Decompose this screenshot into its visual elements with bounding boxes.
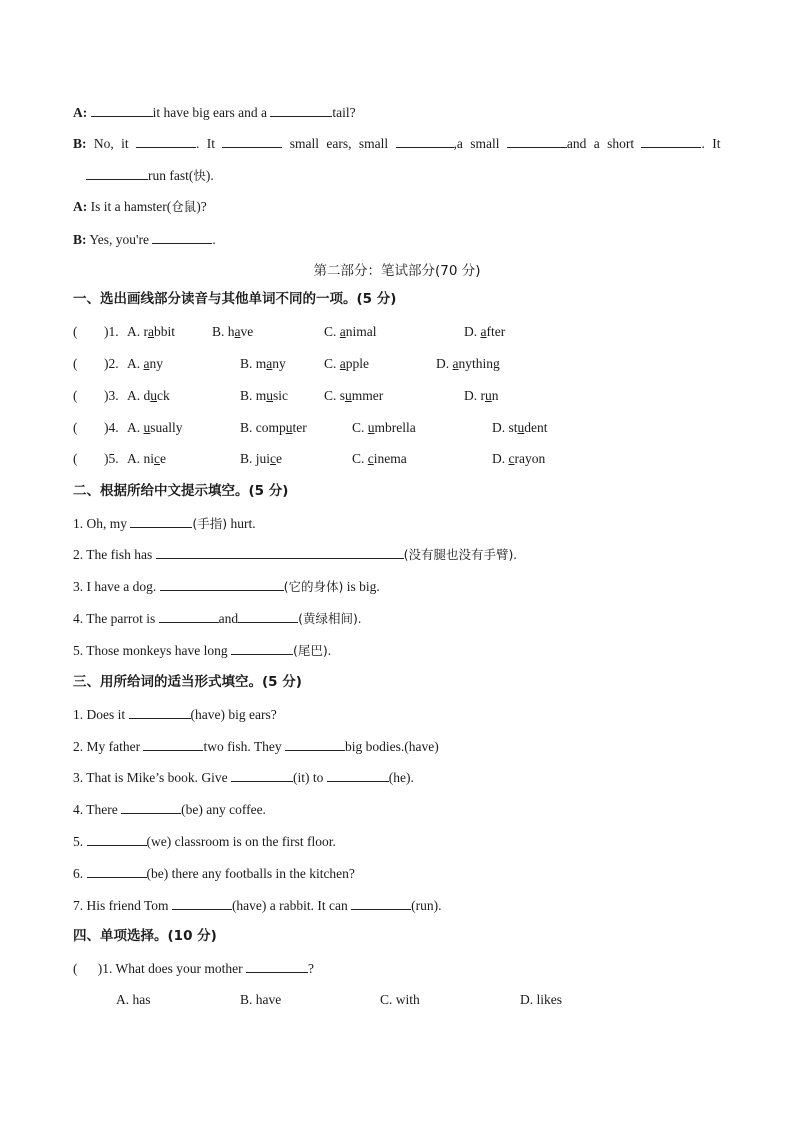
chinese-hint: (黄绿相间) <box>298 611 358 626</box>
text: 5. Those monkeys have long <box>73 643 228 658</box>
answer-blank[interactable] <box>231 768 293 782</box>
option-text: mbrella <box>374 420 416 435</box>
answer-blank[interactable] <box>172 896 232 910</box>
option-text: C. <box>352 451 368 466</box>
option-text: C. <box>324 324 340 339</box>
question-text: What does your mother <box>115 961 243 976</box>
answer-bracket[interactable]: ( <box>73 324 78 339</box>
option-text: nything <box>458 356 500 371</box>
answer-blank[interactable] <box>91 103 153 117</box>
dialogue-line-1 <box>73 103 356 122</box>
text: 2. My father <box>73 739 141 754</box>
option-text: A. <box>127 356 144 371</box>
question-number: )4. <box>104 420 119 435</box>
text: 4. There <box>73 802 118 817</box>
section-2-title: 二、根据所给中文提示填空。(5 分) <box>73 483 289 499</box>
underlined-letters: a <box>452 356 459 371</box>
section-3-item-7 <box>73 896 442 915</box>
dialogue-line-4 <box>73 198 207 216</box>
section-3-item-3 <box>73 768 414 787</box>
option-text: ter <box>292 420 307 435</box>
option-text: ny <box>272 356 286 371</box>
text: Is it a hamster( <box>90 199 172 214</box>
section-1-title: 一、选出画线部分读音与其他单词不同的一项。(5 分) <box>73 291 397 307</box>
answer-bracket[interactable]: ( <box>73 388 78 403</box>
text: (we) classroom is on the first floor. <box>146 834 336 849</box>
option-text: sic <box>273 388 289 403</box>
answer-blank[interactable] <box>222 134 282 148</box>
answer-blank[interactable] <box>143 737 203 751</box>
answer-blank[interactable] <box>152 230 212 244</box>
section-4-question-1 <box>73 959 314 978</box>
section-4-title: 四、单项选择。(10 分) <box>73 928 217 944</box>
speaker-label: B: <box>73 232 87 247</box>
option-b[interactable] <box>240 387 288 405</box>
part-title: 第二部分：笔试部分(70 分) <box>313 263 481 279</box>
option-text: ny <box>149 356 163 371</box>
text: (have) a rabbit. It can <box>231 898 348 913</box>
text: . <box>327 643 332 658</box>
option-a[interactable] <box>127 419 183 437</box>
answer-bracket[interactable]: ( <box>73 961 98 976</box>
text: 7. His friend Tom <box>73 898 169 913</box>
underlined-letters: u <box>150 388 157 403</box>
text: 3. That is Mike’s book. Give <box>73 770 228 785</box>
speaker-label: A: <box>73 105 88 120</box>
option-b[interactable] <box>240 355 286 373</box>
underlined-letters: a <box>234 324 241 339</box>
answer-blank[interactable] <box>238 609 298 623</box>
text: (have) big ears? <box>190 707 277 722</box>
answer-blank[interactable] <box>156 545 404 559</box>
chinese-hint: (没有腿也没有手臂) <box>403 547 514 562</box>
underlined-letters: a <box>266 356 273 371</box>
question-number: )5. <box>104 451 119 466</box>
answer-blank[interactable] <box>327 768 389 782</box>
dialogue-line-5 <box>73 230 216 249</box>
text: it have big ears and a <box>152 105 267 120</box>
answer-blank[interactable] <box>351 896 411 910</box>
text: is big. <box>346 579 380 594</box>
option-text: ve <box>240 324 254 339</box>
option-a[interactable] <box>127 355 163 373</box>
text: hurt. <box>230 516 256 531</box>
answer-blank[interactable] <box>246 959 308 973</box>
option-text: D. st <box>492 420 518 435</box>
option-a[interactable] <box>127 450 166 468</box>
answer-blank[interactable] <box>160 577 284 591</box>
underlined-letters: u <box>345 388 352 403</box>
underlined-letters: c <box>270 451 277 466</box>
text: . It <box>701 136 721 151</box>
option-c[interactable] <box>324 387 383 405</box>
section-3-title: 三、用所给词的适当形式填空。(5 分) <box>73 674 302 690</box>
option-text: bbit <box>154 324 176 339</box>
option-a[interactable] <box>127 323 175 341</box>
option-text: ck <box>157 388 170 403</box>
option-d[interactable] <box>492 419 548 437</box>
option-b[interactable] <box>212 323 253 341</box>
option-text: C. <box>352 420 368 435</box>
section-3-item-1 <box>73 705 277 724</box>
option-text: D. r <box>464 388 485 403</box>
option-text: rayon <box>514 451 546 466</box>
answer-bracket[interactable]: ( <box>73 451 78 466</box>
answer-blank[interactable] <box>641 134 701 148</box>
underlined-letters: c <box>367 451 374 466</box>
section-2-item-5 <box>73 641 331 660</box>
option-text: A. r <box>127 324 148 339</box>
option-c[interactable] <box>352 450 407 468</box>
text: (be) any coffee. <box>181 802 266 817</box>
option-c[interactable] <box>324 323 377 341</box>
option-text: B. h <box>212 324 235 339</box>
section-2-item-1 <box>73 514 256 533</box>
option-text: D. <box>464 324 481 339</box>
text: ). <box>205 168 214 183</box>
text: 3. I have a dog. <box>73 579 157 594</box>
text: 5. <box>73 834 84 849</box>
underlined-letters: a <box>148 324 154 339</box>
underlined-letters: u <box>285 420 293 435</box>
text: 1. Does it <box>73 707 126 722</box>
answer-blank[interactable] <box>159 609 219 623</box>
text: )? <box>196 199 207 214</box>
text: No, it <box>93 136 129 151</box>
section-3-item-4 <box>73 800 266 819</box>
text: two fish. They <box>203 739 282 754</box>
section-2-item-3 <box>73 577 380 596</box>
option-c[interactable] <box>324 355 369 373</box>
answer-blank[interactable] <box>507 134 567 148</box>
text: (be) there any footballs in the kitchen? <box>146 866 355 881</box>
option-b[interactable] <box>240 419 307 437</box>
dialogue-line-3 <box>86 166 214 185</box>
option-text: C. s <box>324 388 346 403</box>
option-text: C. <box>324 356 340 371</box>
option-text: A. <box>127 420 144 435</box>
underlined-letters: a <box>480 324 487 339</box>
question-number: )1. <box>104 324 119 339</box>
option-text: D. <box>492 451 509 466</box>
option-text: sually <box>150 420 183 435</box>
underlined-letters: u <box>367 420 375 435</box>
answer-blank[interactable] <box>87 864 147 878</box>
text: 6. <box>73 866 84 881</box>
section-2-item-2 <box>73 545 517 564</box>
option-d[interactable] <box>436 355 500 373</box>
answer-blank[interactable] <box>121 800 181 814</box>
chinese-hint: (它的身体) <box>283 579 344 594</box>
answer-blank[interactable] <box>396 134 454 148</box>
chinese-hint: (尾巴) <box>292 643 328 658</box>
section-3-item-2 <box>73 737 439 756</box>
underlined-letters: c <box>508 451 515 466</box>
text: small ears, small <box>289 136 389 151</box>
text: . <box>357 611 362 626</box>
option-text: A. ni <box>127 451 154 466</box>
text: (he). <box>388 770 414 785</box>
option-d[interactable] <box>464 387 499 405</box>
text: ? <box>307 961 314 976</box>
text: (it) to <box>293 770 324 785</box>
section-2-item-4 <box>73 609 361 628</box>
option-c[interactable]: C. with <box>380 992 420 1007</box>
question-number: )3. <box>104 388 119 403</box>
speaker-label: A: <box>73 199 88 214</box>
option-d[interactable] <box>492 450 545 468</box>
chinese-hint: (手指) <box>192 516 228 531</box>
option-text: mmer <box>351 388 384 403</box>
text: tail? <box>332 105 356 120</box>
answer-bracket[interactable]: ( <box>73 420 78 435</box>
answer-blank[interactable] <box>136 134 196 148</box>
answer-blank[interactable] <box>129 705 191 719</box>
text: . <box>212 232 216 247</box>
option-text: pple <box>345 356 370 371</box>
underlined-letters: a <box>143 356 150 371</box>
option-text: e <box>276 451 283 466</box>
answer-blank[interactable] <box>87 832 147 846</box>
option-text: fter <box>486 324 506 339</box>
underlined-letters: u <box>485 388 492 403</box>
chinese-hint: 快 <box>193 168 206 183</box>
option-a[interactable]: A. has <box>116 992 151 1007</box>
answer-blank[interactable] <box>86 166 148 180</box>
answer-blank[interactable] <box>270 103 332 117</box>
underlined-letters: a <box>339 324 346 339</box>
underlined-letters: u <box>266 388 274 403</box>
option-text: nimal <box>345 324 377 339</box>
answer-bracket[interactable]: ( <box>73 356 78 371</box>
option-text: dent <box>524 420 548 435</box>
answer-blank[interactable] <box>130 514 192 528</box>
option-text: B. comp <box>240 420 286 435</box>
text: 2. The fish has <box>73 547 153 562</box>
option-c[interactable] <box>352 419 416 437</box>
option-d[interactable]: D. likes <box>520 992 562 1007</box>
text: Yes, you're <box>89 232 149 247</box>
option-text: A. d <box>127 388 151 403</box>
underlined-letters: c <box>154 451 160 466</box>
text: big bodies.(have) <box>344 739 439 754</box>
text: 4. The parrot is <box>73 611 156 626</box>
option-text: D. <box>436 356 453 371</box>
answer-blank[interactable] <box>231 641 293 655</box>
option-a[interactable] <box>127 387 170 405</box>
dialogue-line-2 <box>73 134 723 153</box>
text: (run). <box>411 898 442 913</box>
text: . It <box>196 136 216 151</box>
underlined-letters: a <box>339 356 346 371</box>
option-d[interactable] <box>464 323 505 341</box>
option-text: B. m <box>240 388 267 403</box>
text: run fast( <box>148 168 194 183</box>
text: 1. Oh, my <box>73 516 127 531</box>
underlined-letters: u <box>143 420 151 435</box>
option-text: n <box>491 388 499 403</box>
section-3-item-6 <box>73 864 355 883</box>
question-number: )1. <box>97 961 113 976</box>
option-text: B. jui <box>240 451 271 466</box>
chinese-hint: 仓鼠 <box>171 199 197 214</box>
speaker-label: B: <box>73 136 87 151</box>
question-number: )2. <box>104 356 119 371</box>
option-text: inema <box>373 451 407 466</box>
text: ,a small <box>453 136 500 151</box>
text: and <box>218 611 239 626</box>
option-text: B. m <box>240 356 267 371</box>
option-text: e <box>160 451 166 466</box>
answer-blank[interactable] <box>285 737 345 751</box>
option-b[interactable] <box>240 450 282 468</box>
option-b[interactable]: B. have <box>240 992 282 1007</box>
text: . <box>513 547 517 562</box>
section-3-item-5 <box>73 832 336 851</box>
underlined-letters: u <box>517 420 525 435</box>
text: and a short <box>566 136 635 151</box>
